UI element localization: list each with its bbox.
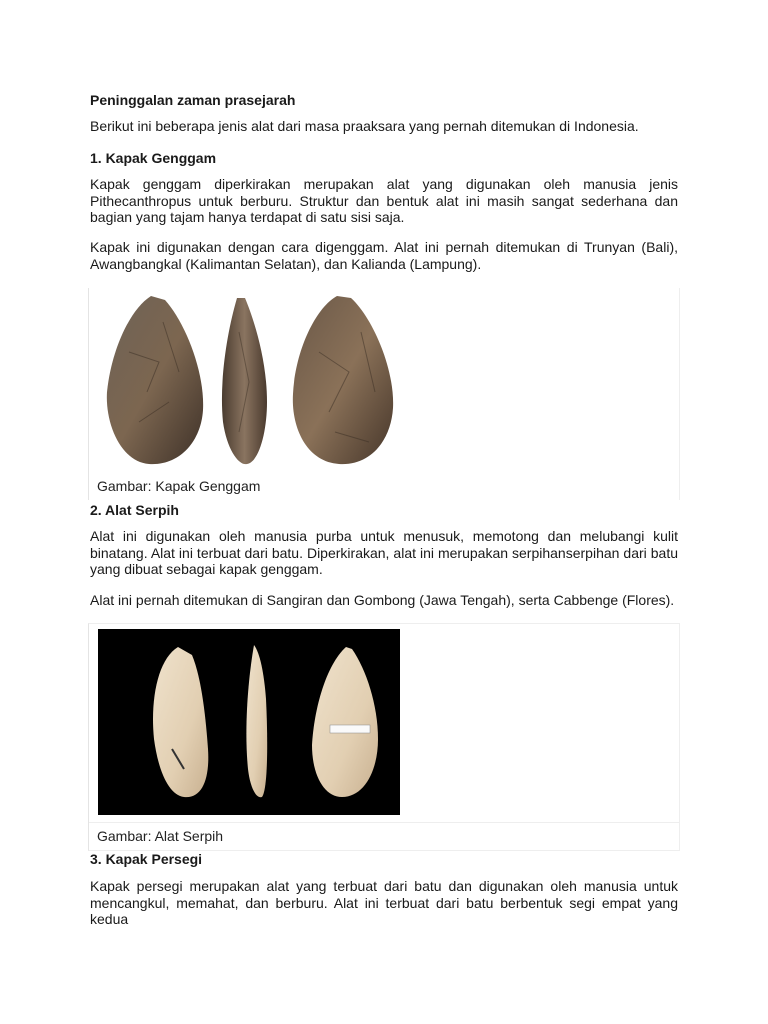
figure-alat-serpih (88, 623, 680, 851)
alat-serpih-photo (98, 629, 400, 815)
flake-front (153, 647, 208, 797)
kapak-genggam-photo (99, 292, 399, 468)
caption-alat-serpih: Gambar: Alat Serpih (97, 828, 224, 844)
stone-front (107, 296, 203, 464)
paragraph-alat-serpih-2: Alat ini pernah ditemukan di Sangiran dan Gombong (Jawa Tengah), serta Cabbenge (Flores). (90, 592, 675, 608)
caption-kapak-genggam: Gambar: Kapak Genggam (97, 478, 261, 494)
document-title: Peninggalan zaman prasejarah (90, 92, 296, 108)
paragraph-kapak-genggam-1: Kapak genggam diperkirakan merupakan alat yang digunakan oleh manusia jenis Pithecanthropus untuk berburu. Struktur dan bentuk alat ini masih sangat sederhana dan bagian yang tajam hanya terdapat di satu sisi saja. (90, 176, 678, 225)
paragraph-alat-serpih-1: Alat ini digunakan oleh manusia purba untuk menusuk, memotong dan melubangi kulit binatang. Alat ini terbuat dari batu. Diperkirakan, alat ini merupakan serpihanserpihan dari batu yang dibuat sebagai kapak genggam. (90, 528, 678, 577)
section-heading-alat-serpih: 2. Alat Serpih (90, 502, 179, 518)
paragraph-kapak-persegi-1: Kapak persegi merupakan alat yang terbuat dari batu dan digunakan oleh manusia untuk mencangkul, memahat, dan berburu. Alat ini terbuat dari batu berbentuk segi empat yang kedua (90, 878, 678, 927)
intro-paragraph: Berikut ini beberapa jenis alat dari masa praaksara yang pernah ditemukan di Indonesia. (90, 118, 639, 134)
stone-side (222, 298, 267, 464)
paragraph-kapak-genggam-2: Kapak ini digunakan dengan cara digenggam. Alat ini pernah ditemukan di Trunyan (Bali), Awangbangkal (Kalimantan Selatan), dan Kalianda (Lampung). (90, 239, 678, 272)
stone-back (293, 296, 393, 464)
figure-kapak-genggam (88, 288, 680, 500)
section-heading-kapak-genggam: 1. Kapak Genggam (90, 150, 217, 166)
section-heading-kapak-persegi: 3. Kapak Persegi (90, 851, 203, 867)
flake-back (312, 647, 378, 797)
flake-side (246, 645, 267, 797)
